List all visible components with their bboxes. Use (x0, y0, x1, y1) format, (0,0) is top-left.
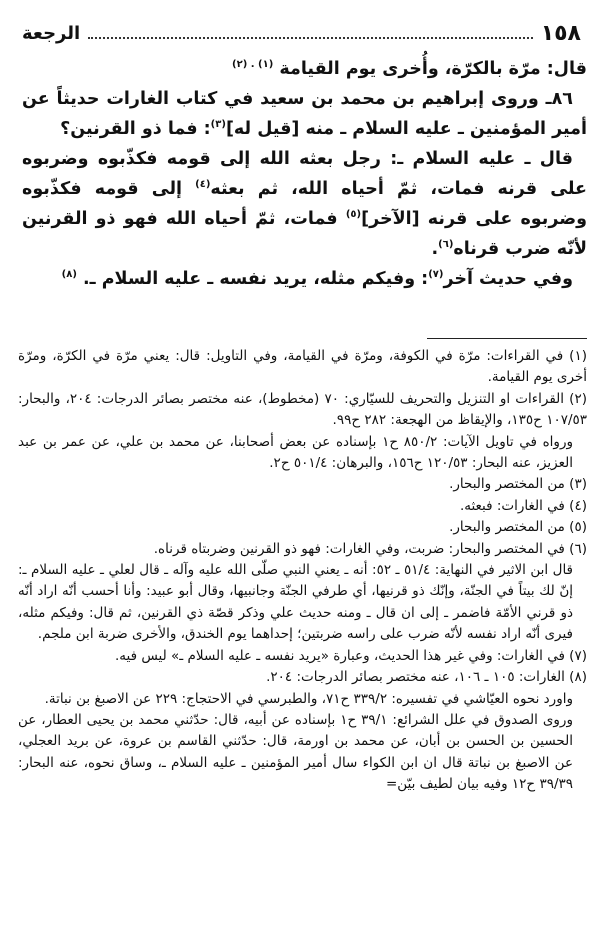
footnote-ref: (٧) (428, 269, 444, 281)
main-text (22, 54, 587, 294)
other-hadith-line: وفي حديث آخر$^{(٧)}$: وفيكم مثله، يريد نفسه ـ عليه السلام ـ. $^{(٨)}$ (61, 269, 573, 289)
footnote-ref: (٥) (345, 209, 362, 221)
footnote-5: (٥) من المختصر والبحار. (449, 519, 587, 536)
footnote-2: (٢) القراءات او التنزيل والتحريف للسيّاري: ٧٠ (مخطوط)، عنه مختصر بصائر الدرجات: ٢٠٤، والبحار: ١٠٧/٥٣ ح١٣٥، والإيقاظ من الهجعة: ٢٨٢ ح٩٩. (18, 390, 587, 429)
footnote-6-continued: قال ابن الاثير في النهاية: ٥١/٤ ـ ٥٢: أنه ـ يعني النبي صلّى الله عليه وآله ـ قال لعلي ـ عليه السلام ـ: إنّ لك بيتاً في الجنّة، وإنّك ذو قرنيها، أي طرفي الجنّة وجانبيها، وقال أبو عبيد: وأنا أحسب أنّه اراد أنّه ذو قرني الأمّة فاضمر ـ إلى ان قال ـ ومنه حديث علي وذكر قصّة ذي القرنين، ثم قال: وفيكم مثله، فيرى أنّه اراد نفسه لأنّه ضرب على راسه ضربتين؛ إحداهما يوم الخندق، والأخرى ضربة ابن ملجم. (18, 562, 574, 643)
footnote-7: (٧) في الغارات: وفي غير هذا الحديث، وعبارة «يريد نفسه ـ عليه السلام ـ» ليس فيه. (114, 647, 587, 664)
header-dotted-rule (88, 37, 533, 39)
footnote-ref: (١) . (٢) (232, 59, 274, 71)
running-title: الرجعة (22, 22, 81, 44)
footnote-ref: (٣) (210, 119, 226, 131)
footnote-ref: (٦) (438, 239, 454, 251)
footnote-ref: (٨) (61, 269, 77, 281)
footnote-separator (427, 338, 587, 339)
footnote-ref: (٤) (195, 179, 211, 191)
footnotes (18, 346, 587, 796)
footnote-8-continued-a: واورد نحوه العيّاشي في تفسيره: ٣٣٩/٢ ح٧١، والطبرسي في الاحتجاج: ٢٢٩ عن الاصبغ بن نباتة. (44, 690, 573, 707)
page-number: ١٥٨ (540, 20, 581, 46)
footnote-2-continued: ورواه في تاويل الآيات: ٨٥٠/٢ ح١ بإسناده عن بعض أصحابنا، عن محمد بن علي، عن عمر بن عبد العزيز، عنه البحار: ١٢٠/٥٣ ح١٥٦، والبرهان: ٥٠١/٤ ح٢. (18, 433, 573, 472)
footnote-3: (٣) من المختصر والبحار. (449, 476, 587, 493)
footnote-8-continued-b: وروى الصدوق في علل الشرائع: ٣٩/١ ح١ بإسناده عن أبيه، قال: حدّثني محمد بن يحيى العطار، عن الحسين بن الحسن بن أبان، عن محمد بن اورمة، قال: حدّثني القاسم بن عروة، عن بريد العجلي، عن الاصبغ بن نباتة قال ان ابن الكواء سال أمير المؤمنين ـ عليه السلام ـ، وساق نحوه، عنه البحار: ٣٩/٣٩ ح١٢ وفيه بيان لطيف بيّن= (18, 711, 573, 793)
footnote-8: (٨) الغارات: ١٠٥ ـ ١٠٦، عنه مختصر بصائر الدرجات: ٢٠٤. (266, 669, 587, 686)
hadith-86-answer: قال ـ عليه السلام ـ: رجل بعثه الله إلى قومه فكذّبوه وضربوه على قرنه فمات، ثمّ أحياه الله، ثم بعثه$^{(٤)}$ إلى قومه فكذّبوه وضربوه على قرنه [الآخر]$^{(٥)}$ فمات، ثمّ أحياه الله فهو ذو القرنين لأنّه ضرب قرناه$^{(٦)}$. (22, 149, 587, 259)
footnote-4: (٤) في الغارات: فبعثه. (459, 497, 587, 514)
hadith-86: ٨٦ـ وروى إبراهيم بن محمد بن سعيد في كتاب الغارات حديثاً عن أمير المؤمنين ـ عليه السلام ـ منه [قيل له]$^{(٣)}$: فما ذو القرنين؟ (22, 89, 587, 139)
footnote-6: (٦) في المختصر والبحار: ضربت، وفي الغارات: فهو ذو القرنين وضربتاه قرناه. (153, 540, 587, 557)
page-header (22, 18, 581, 48)
footnote-1: (١) في القراءات: مرّة في الكوفة، ومرّة في القيامة، وفي التاويل: قال: يعني مرّة في الكرّة، ومرّة أخرى يوم القيامة. (18, 348, 587, 386)
main-line-1: قال: مرّة بالكرّة، وأُخرى يوم القيامة $^{(١) . (٢)}$ (232, 59, 587, 79)
